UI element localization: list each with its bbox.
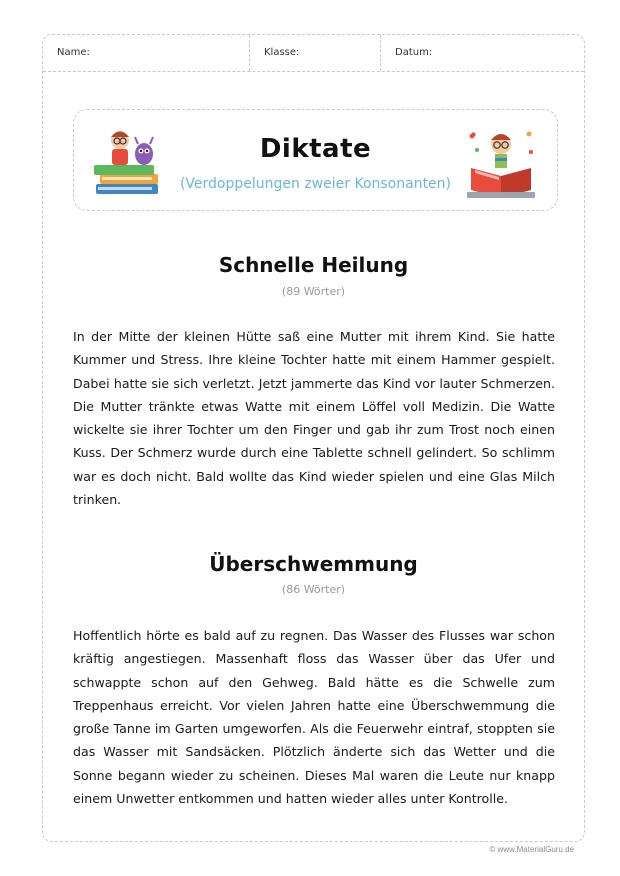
- footer-copyright[interactable]: © www.MaterialGuru.de: [489, 845, 574, 854]
- story-2-text: Hoffentlich hörte es bald auf zu regnen. Das Wasser des Flusses war schon kräftig angestiegen. Massenhaft floss das Wasser über das Ufer und schwappte schon auf den Gehweg. Bald hätte es die Schwelle zum Treppenhaus erreicht. Vor vielen Jahren hatte eine Überschwemmung die große Tanne im Garten umgeworfen. Als die Feuerwehr eintraf, stoppten sie das Wasser mit Sandsäcken. Plötzlich änderte sich das Wetter und die Sonne begann wieder zu scheinen. Dieses Mal waren die Leute nur knapp einem Unwetter entkommen und hatten wieder alles unter Kontrolle.: [73, 628, 555, 807]
- story-1-title: Schnelle Heilung: [218, 253, 409, 277]
- worksheet: [42, 34, 585, 842]
- klasse-label: Klasse:: [264, 47, 300, 58]
- story-2-word-count: (86 Wörter): [281, 583, 346, 596]
- datum-label: Datum:: [395, 47, 433, 58]
- name-field[interactable]: [43, 35, 250, 71]
- child-reading-book-icon: [459, 122, 543, 202]
- story-2-title: Überschwemmung: [209, 552, 418, 576]
- klasse-field[interactable]: [250, 35, 381, 71]
- name-label: Name:: [57, 47, 90, 58]
- page-title: Diktate: [259, 134, 372, 164]
- story-1-text: In der Mitte der kleinen Hütte saß eine Mutter mit ihrem Kind. Sie hatte Kummer und Stress. Ihre kleine Tochter hatte mit einem Hammer gespielt. Dabei hatte sie sich verletzt. Jetzt jammerte das Kind vor lauter Schmerzen. Die Mutter tränkte etwas Watte mit einem Löffel voll Medizin. Die Watte wickelte sie ihrer Tochter um den Finger und gab ihr zum Trost noch einen Kuss. Der Schmerz wurde durch eine Tablette schnell gelindert. So schlimm war es doch nicht. Bald wollte das Kind wieder spielen und eine Glas Milch trinken.: [73, 329, 555, 508]
- header-row: [43, 35, 584, 72]
- page-subtitle: (Verdoppelungen zweier Konsonanten): [179, 176, 452, 192]
- title-banner: [73, 109, 558, 211]
- story-1-word-count: (89 Wörter): [281, 285, 346, 298]
- datum-field[interactable]: [381, 35, 584, 71]
